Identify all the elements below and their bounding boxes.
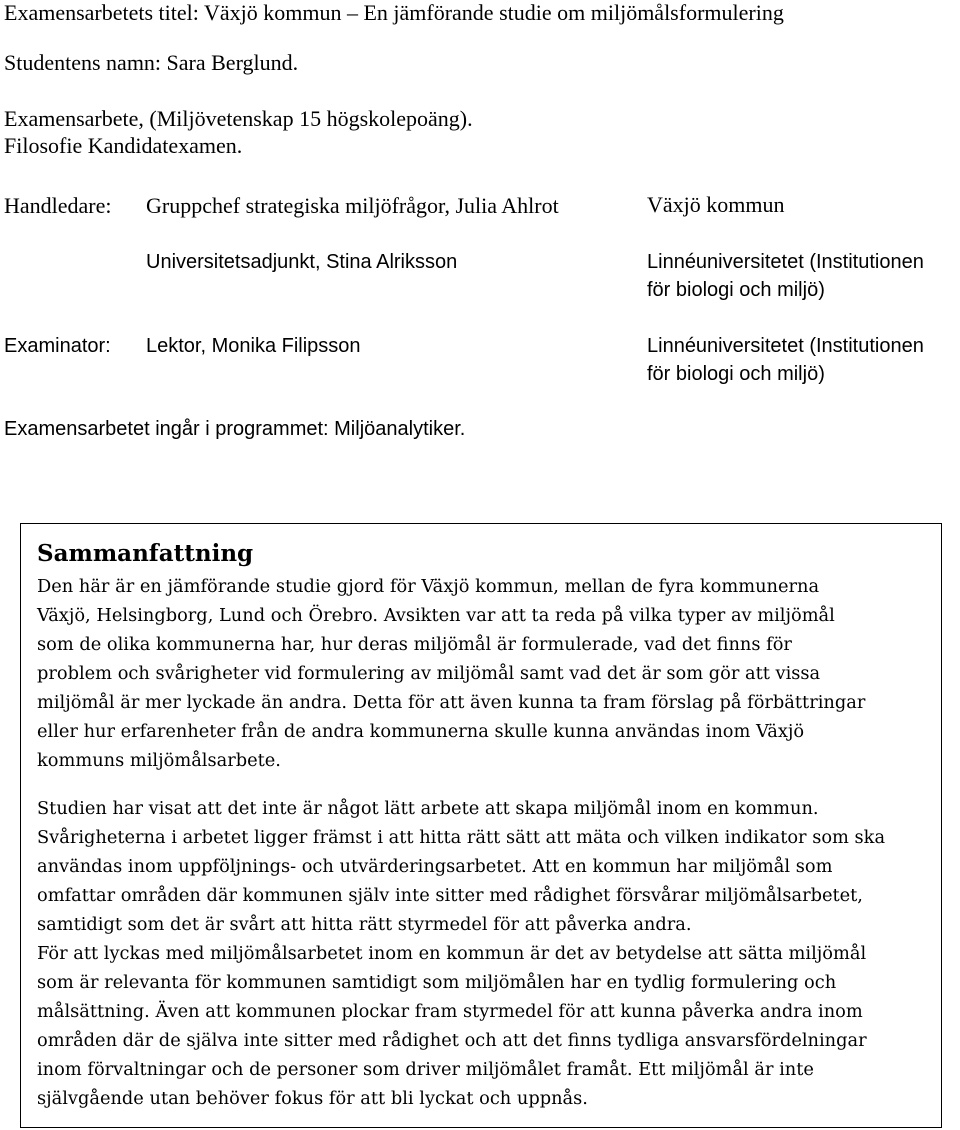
summary-p2-line: målsättning. Även att kommunen plockar fram styrmedel för att kunna påverka andra inom — [37, 1001, 863, 1022]
exam-line-1: Examensarbete, (Miljövetenskap 15 högskolepoäng). — [4, 106, 473, 131]
supervisor-2-org-line-2: för biologi och miljö) — [647, 279, 825, 301]
summary-p2-line: inom förvaltningar och de personer som driver miljömålet framåt. Ett miljömål är inte — [37, 1059, 814, 1080]
examiner-label: Examinator: — [4, 335, 111, 357]
examiner-org — [647, 332, 960, 388]
examiner-org-line-1: Linnéuniversitetet (Institutionen — [647, 335, 924, 357]
summary-heading: Sammanfattning — [37, 540, 254, 567]
student-name-line: Studentens namn: Sara Berglund. — [4, 50, 299, 75]
summary-p1-line: problem och svårigheter vid formulering av miljömål samt vad det är som gör att vissa — [37, 663, 821, 684]
summary-p2-line: användas inom uppföljnings- och utvärderingsarbetet. Att en kommun har miljömål som — [37, 856, 833, 877]
summary-p1-line: eller hur erfarenheter från de andra kommunerna skulle kunna användas inom Växjö — [37, 721, 805, 742]
summary-p2-line: omfattar områden där kommunen själv inte sitter med rådighet försvårar miljömålsarbetet, — [37, 885, 863, 906]
thesis-title-line: Examensarbetets titel: Växjö kommun – En jämförande studie om miljömålsformulering — [4, 0, 784, 25]
summary-p1-line: kommuns miljömålsarbete. — [37, 750, 281, 771]
summary-p2-line: självgående utan behöver fokus för att bli lyckat och uppnås. — [37, 1088, 588, 1109]
summary-p2-line: För att lyckas med miljömålsarbetet inom en kommun är det av betydelse att sätta miljömål — [37, 943, 867, 964]
supervisor-1-name: Gruppchef strategiska miljöfrågor, Julia Ahlrot — [146, 193, 559, 218]
summary-paragraph-1 — [37, 572, 932, 775]
summary-paragraph-2 — [37, 794, 932, 1113]
summary-p2-line: områden där de själva inte sitter med rådighet och att det finns tydliga ansvarsfördelningar — [37, 1030, 867, 1051]
examiner-name: Lektor, Monika Filipsson — [146, 335, 361, 357]
summary-p1-line: miljömål är mer lyckade än andra. Detta för att även kunna ta fram förslag på förbättringar — [37, 692, 866, 713]
supervisor-2-name: Universitetsadjunkt, Stina Alriksson — [146, 251, 458, 273]
summary-p1-line: Växjö, Helsingborg, Lund och Örebro. Avsikten var att ta reda på vilka typer av miljömål — [37, 605, 835, 626]
examiner-org-line-2: för biologi och miljö) — [647, 363, 825, 385]
supervisor-label: Handledare: — [4, 193, 112, 218]
program-line: Examensarbetet ingår i programmet: Miljöanalytiker. — [4, 418, 466, 440]
summary-p1-line: Den här är en jämförande studie gjord för Växjö kommun, mellan de fyra kommunerna — [37, 576, 820, 597]
summary-p2-line: samtidigt som det är svårt att hitta rätt styrmedel för att påverka andra. — [37, 914, 692, 935]
supervisor-2-org-line-1: Linnéuniversitetet (Institutionen — [647, 251, 924, 273]
summary-p1-line: som de olika kommunerna har, hur deras miljömål är formulerade, vad det finns för — [37, 634, 792, 655]
summary-p2-line: som är relevanta för kommunen samtidigt som miljömålen har en tydlig formulering och — [37, 972, 837, 993]
summary-box — [20, 523, 942, 1128]
summary-p2-line: Svårigheterna i arbetet ligger främst i att hitta rätt sätt att mäta och vilken indikator som ska — [37, 827, 886, 848]
supervisor-1-org: Växjö kommun — [647, 192, 785, 217]
summary-p2-line: Studien har visat att det inte är något lätt arbete att skapa miljömål inom en kommun. — [37, 798, 819, 819]
supervisor-2-org — [647, 248, 960, 304]
exam-line-2: Filosofie Kandidatexamen. — [4, 133, 243, 158]
